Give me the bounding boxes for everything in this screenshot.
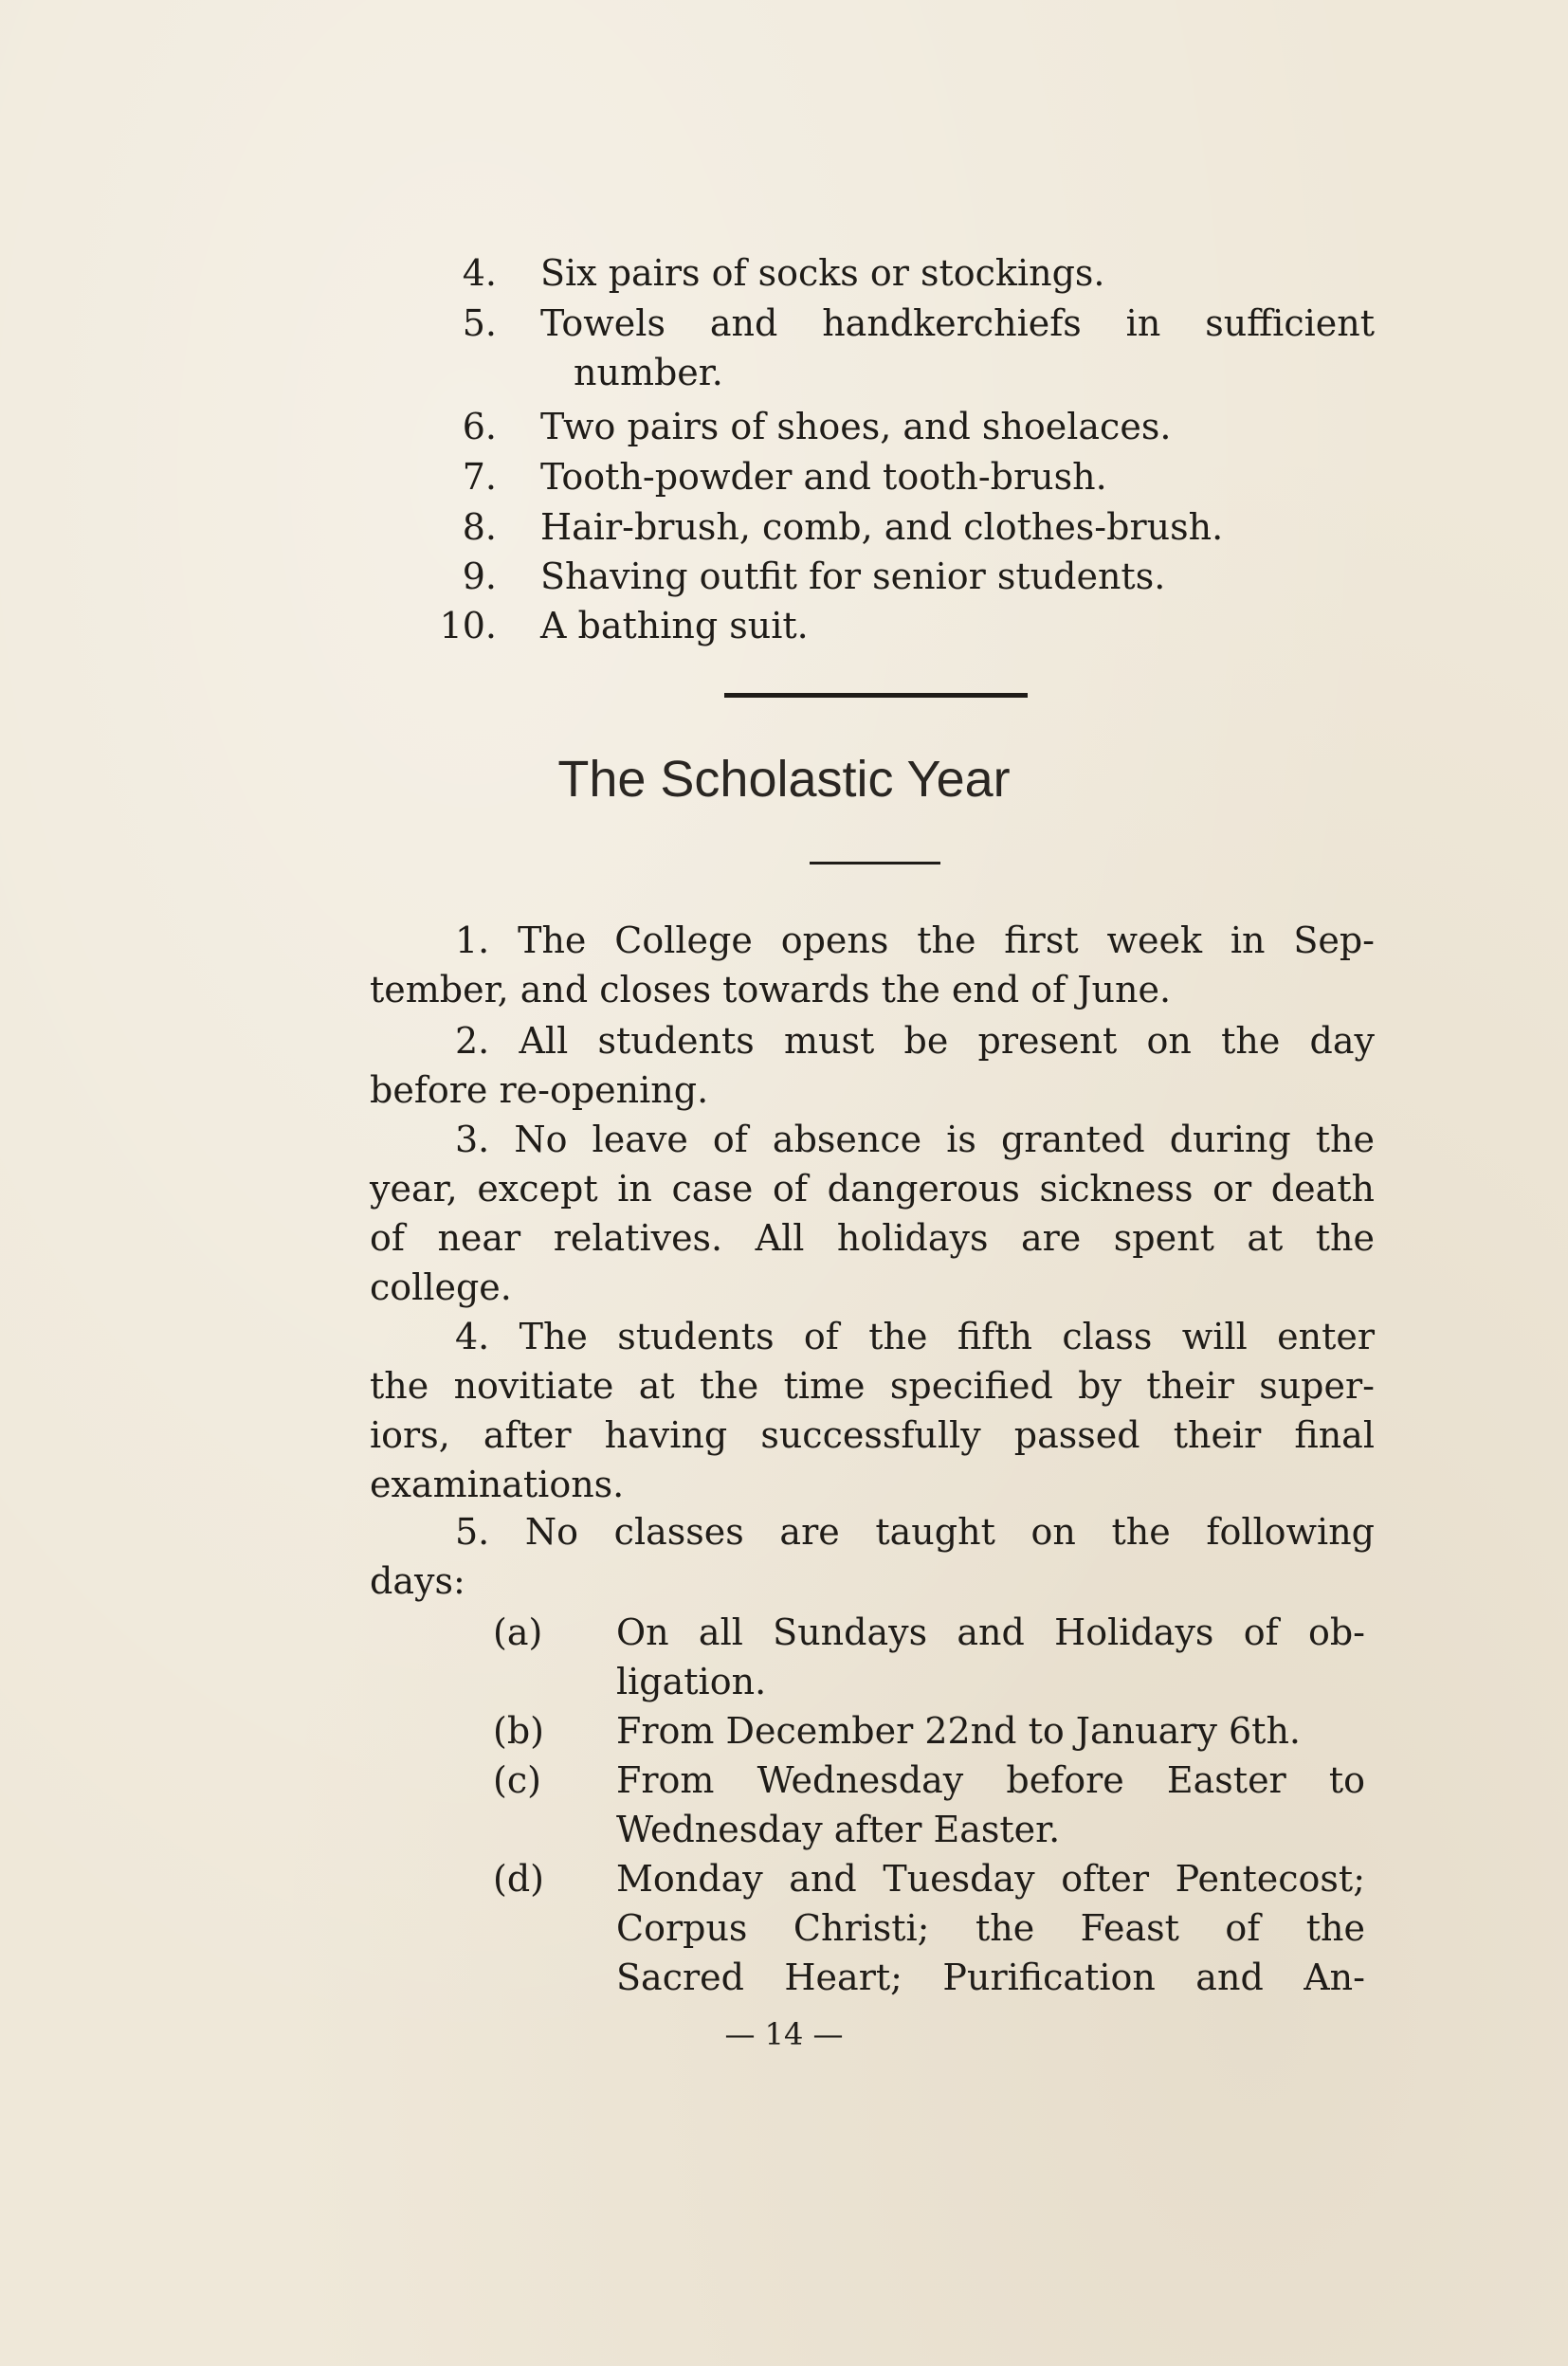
paragraph-line: examinations. — [370, 1464, 625, 1505]
paragraph — [370, 1016, 1375, 1115]
list-item-number: 7. — [462, 456, 497, 498]
list-item-number: 8. — [462, 506, 497, 548]
paragraph-line: days: — [370, 1560, 465, 1602]
list-item-text: Shaving outfit for senior students. — [540, 555, 1166, 597]
sub-list-label: (d) — [493, 1858, 544, 1900]
list-item-number: 6. — [462, 406, 497, 447]
paragraph-line: the novitiate at the time specified by their super- — [370, 1365, 1375, 1407]
sub-list-line: Wednesday after Easter. — [616, 1809, 1061, 1850]
sub-list-line: Sacred Heart; Purification and An- — [616, 1956, 1365, 1998]
sub-list-label: (a) — [493, 1611, 543, 1653]
list-item-number: 4. — [462, 252, 497, 294]
sub-list-text — [616, 1756, 1365, 1854]
sub-list-line: ligation. — [616, 1661, 767, 1702]
list-item-number: 5. — [462, 302, 497, 344]
list-item-text: Tooth-powder and tooth-brush. — [540, 456, 1107, 498]
paragraph-line: year, except in case of dangerous sickness or death — [370, 1168, 1375, 1210]
list-item-text: Towels and handkerchiefs in sufficient — [540, 302, 1375, 344]
paragraph — [370, 916, 1375, 1014]
sub-list-line: Corpus Christi; the Feast of the — [616, 1907, 1365, 1949]
sub-list-line: On all Sundays and Holidays of ob- — [616, 1611, 1365, 1653]
paragraph — [370, 1507, 1375, 1606]
heading-underline — [810, 862, 940, 864]
paragraph — [370, 1312, 1375, 1509]
paragraph-line: tember, and closes towards the end of June. — [370, 969, 1172, 1010]
list-item-text: Two pairs of shoes, and shoelaces. — [540, 406, 1172, 447]
page-number: — 14 — — [724, 2016, 844, 2052]
list-item-number: 10. — [439, 605, 497, 646]
list-item-text: Six pairs of socks or stockings. — [540, 252, 1105, 294]
paragraph-line: 4. The students of the fifth class will enter — [455, 1316, 1375, 1357]
sub-list-text — [616, 1608, 1365, 1706]
sub-list-line: From December 22nd to January 6th. — [616, 1710, 1301, 1752]
sub-list-line: Monday and Tuesday ofter Pentecost; — [616, 1858, 1365, 1900]
paragraph — [370, 1115, 1375, 1312]
paragraph-line: 3. No leave of absence is granted during the — [455, 1119, 1375, 1160]
sub-list-label: (c) — [493, 1759, 541, 1801]
paragraph-line: before re-opening. — [370, 1069, 709, 1111]
section-heading: The Scholastic Year — [557, 751, 1011, 808]
paragraph-line: iors, after having successfully passed their final — [370, 1414, 1375, 1456]
sub-list-label: (b) — [493, 1710, 544, 1752]
list-item-text: A bathing suit. — [540, 605, 809, 646]
paragraph-line: 5. No classes are taught on the following — [455, 1511, 1375, 1553]
sub-list-line: From Wednesday before Easter to — [616, 1759, 1365, 1801]
paragraph-line: of near relatives. All holidays are spent at the — [370, 1217, 1375, 1259]
sub-list-text — [616, 1854, 1365, 2002]
sub-list-text — [616, 1706, 1365, 1756]
paragraph-line: 1. The College opens the first week in Sep- — [455, 919, 1375, 961]
list-item-continuation: number. — [574, 352, 723, 393]
list-item-text: Hair-brush, comb, and clothes-brush. — [540, 506, 1224, 548]
paragraph-line: 2. All students must be present on the day — [455, 1020, 1375, 1062]
list-item-number: 9. — [462, 555, 497, 597]
section-divider — [724, 693, 1028, 698]
paragraph-line: college. — [370, 1266, 512, 1308]
